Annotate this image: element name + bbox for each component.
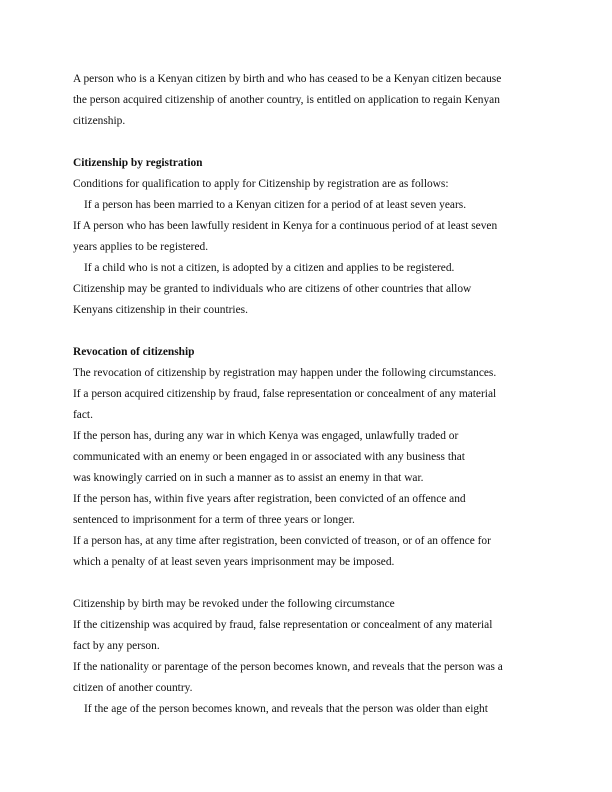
text-line: communicated with an enemy or been engaged in or associated with any business that <box>73 451 465 463</box>
section-heading: Citizenship by registration <box>73 157 203 169</box>
text-line: If a person acquired citizenship by fraud, false representation or concealment of any material <box>73 388 497 400</box>
text-line: If the person has, within five years after registration, been convicted of an offence and <box>73 493 466 505</box>
text-line: years applies to be registered. <box>73 241 209 253</box>
text-line: Conditions for qualification to apply for Citizenship by registration are as follows: <box>73 178 449 190</box>
text-line: fact. <box>73 409 93 421</box>
text-line: Citizenship by birth may be revoked under the following circumstance <box>73 598 395 610</box>
text-line: Citizenship may be granted to individuals who are citizens of other countries that allow <box>73 283 472 295</box>
text-line: citizen of another country. <box>73 682 193 694</box>
text-line: If A person who has been lawfully resident in Kenya for a continuous period of at least seven <box>73 220 498 232</box>
text-line: sentenced to imprisonment for a term of three years or longer. <box>73 514 355 526</box>
text-line: If the nationality or parentage of the person becomes known, and reveals that the person was a <box>73 661 503 673</box>
text-line: fact by any person. <box>73 640 160 652</box>
text-line: If a child who is not a citizen, is adopted by a citizen and applies to be registered. <box>84 262 455 274</box>
text-line: the person acquired citizenship of another country, is entitled on application to regain Kenyan <box>73 94 500 106</box>
text-line: which a penalty of at least seven years imprisonment may be imposed. <box>73 556 395 568</box>
text-line: Kenyans citizenship in their countries. <box>73 304 248 316</box>
text-line: was knowingly carried on in such a manner as to assist an enemy in that war. <box>73 472 424 484</box>
text-line: If the age of the person becomes known, and reveals that the person was older than eight <box>84 703 488 715</box>
text-line: If the citizenship was acquired by fraud, false representation or concealment of any material <box>73 619 493 631</box>
text-line: If a person has, at any time after registration, been convicted of treason, or of an offence for <box>73 535 491 547</box>
section-heading: Revocation of citizenship <box>73 346 195 358</box>
text-line: If a person has been married to a Kenyan citizen for a period of at least seven years. <box>84 199 467 211</box>
text-line: If the person has, during any war in which Kenya was engaged, unlawfully traded or <box>73 430 459 442</box>
text-line: A person who is a Kenyan citizen by birth and who has ceased to be a Kenyan citizen because <box>73 73 502 85</box>
text-line: citizenship. <box>73 115 126 127</box>
text-line: The revocation of citizenship by registration may happen under the following circumstances. <box>73 367 497 379</box>
